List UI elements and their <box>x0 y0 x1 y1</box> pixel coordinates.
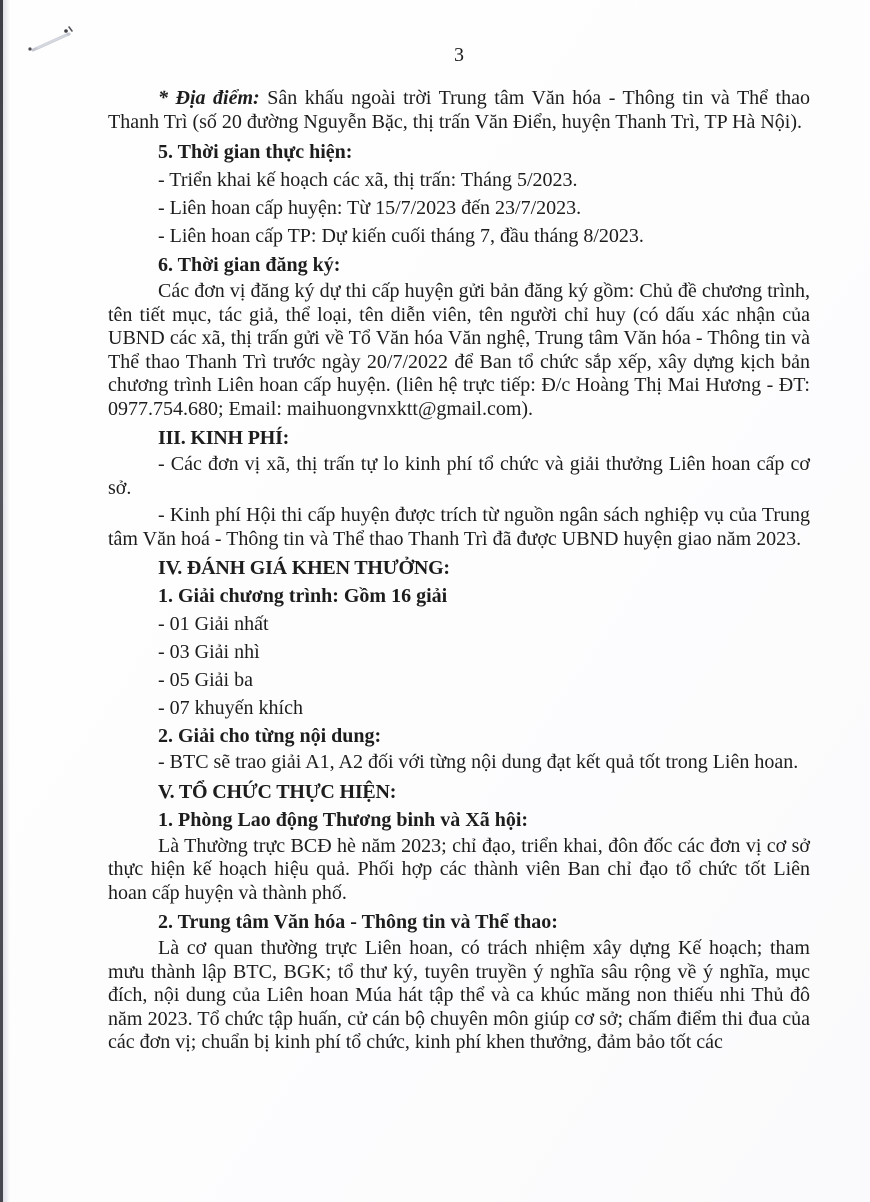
heading-organization: V. TỔ CHỨC THỰC HIỆN: <box>158 780 397 803</box>
para-registration: Các đơn vị đăng ký dự thi cấp huyện gửi bản đăng ký gồm: Chủ đề chương trình, tên tiết mục, tác giả, thể loại, tên diễn viên, tên người chỉ huy (có dấu xác nhận của UBND các xã, thị trấn gửi về Tổ Văn hóa Văn nghệ, Trung tâm Văn hóa - Thông tin và Thể thao Thanh Trì trước ngày 20/7/2022 để Ban tổ chức sắp xếp, xây dựng kịch bản chương trình Liên hoan cấp huyện. (liên hệ trực tiếp: Đ/c Hoàng Thị Mai Hương - ĐT: 0977.754.680; Email: maihuongvnxktt@gmail.com). <box>108 280 810 420</box>
para-culture-center: Là cơ quan thường trực Liên hoan, có trách nhiệm xây dựng Kế hoạch; tham mưu thành lập BTC, BGK; tổ thư ký, tuyên truyền ý nghĩa sâu rộng về ý nghĩa, mục đích, nội dung của Liên hoan Múa hát tập thể và ca khúc măng non thiếu nhi Thủ đô năm 2023. Tổ chức tập huấn, cử cán bộ chuyên môn giúp cơ sở; chấm điểm thi đua của các đơn vị; chuẩn bị kinh phí tổ chức, kinh phí khen thưởng, đảm bảo tốt các <box>108 937 810 1053</box>
page-number: 3 <box>454 44 464 66</box>
subheading-content-prizes: 2. Giải cho từng nội dung: <box>158 725 382 747</box>
list-item-second-prize: - 03 Giải nhì <box>158 641 260 663</box>
location-label: * Địa điểm: <box>158 87 260 109</box>
document-page <box>3 0 870 1202</box>
heading-funding: III. KINH PHÍ: <box>158 427 290 449</box>
list-item-city-festival: - Liên hoan cấp TP: Dự kiến cuối tháng 7, đầu tháng 8/2023. <box>158 225 644 247</box>
heading-registration-time: 6. Thời gian đăng ký: <box>158 254 341 276</box>
para-funding-district: - Kinh phí Hội thi cấp huyện được trích từ nguồn ngân sách nghiệp vụ của Trung tâm Văn hoá - Thông tin và Thể thao Thanh Trì đã được UBND huyện giao năm 2023. <box>108 504 810 550</box>
list-item-commune-plan: - Triển khai kế hoạch các xã, thị trấn: Tháng 5/2023. <box>158 169 578 191</box>
para-funding-local: - Các đơn vị xã, thị trấn tự lo kinh phí tổ chức và giải thưởng Liên hoan cấp cơ sở. <box>108 453 810 499</box>
subheading-program-prizes: 1. Giải chương trình: Gồm 16 giải <box>158 585 448 607</box>
location-text: Sân khấu ngoài trời Trung tâm Văn hóa - Thông tin và Thể thao Thanh Trì (số 20 đường Nguyễn Bặc, thị trấn Văn Điển, huyện Thanh Trì, TP Hà Nội). <box>108 87 810 133</box>
para-location <box>108 87 810 134</box>
list-item-district-festival: - Liên hoan cấp huyện: Từ 15/7/2023 đến 23/7/2023. <box>158 197 582 219</box>
scan-edge <box>0 0 3 1202</box>
heading-evaluation-awards: IV. ĐÁNH GIÁ KHEN THƯỞNG: <box>158 557 450 579</box>
subheading-labor-department: 1. Phòng Lao động Thương binh và Xã hội: <box>158 808 529 831</box>
scan-edge-shadow <box>3 0 10 1202</box>
heading-implementation-time: 5. Thời gian thực hiện: <box>158 141 353 163</box>
subheading-culture-center: 2. Trung tâm Văn hóa - Thông tin và Thể thao: <box>158 911 558 933</box>
list-item-third-prize: - 05 Giải ba <box>158 669 253 691</box>
para-content-prizes: - BTC sẽ trao giải A1, A2 đối với từng nội dung đạt kết quả tốt trong Liên hoan. <box>158 751 799 773</box>
list-item-first-prize: - 01 Giải nhất <box>158 613 269 635</box>
document-body <box>108 44 810 1055</box>
list-item-consolation-prize: - 07 khuyến khích <box>158 697 303 719</box>
para-labor-department: Là Thường trực BCĐ hè năm 2023; chỉ đạo, triển khai, đôn đốc các đơn vị cơ sở thực hiện kế hoạch hiệu quả. Phối hợp các thành viên Ban chỉ đạo tổ chức tốt Liên hoan cấp huyện và thành phố. <box>108 834 810 904</box>
